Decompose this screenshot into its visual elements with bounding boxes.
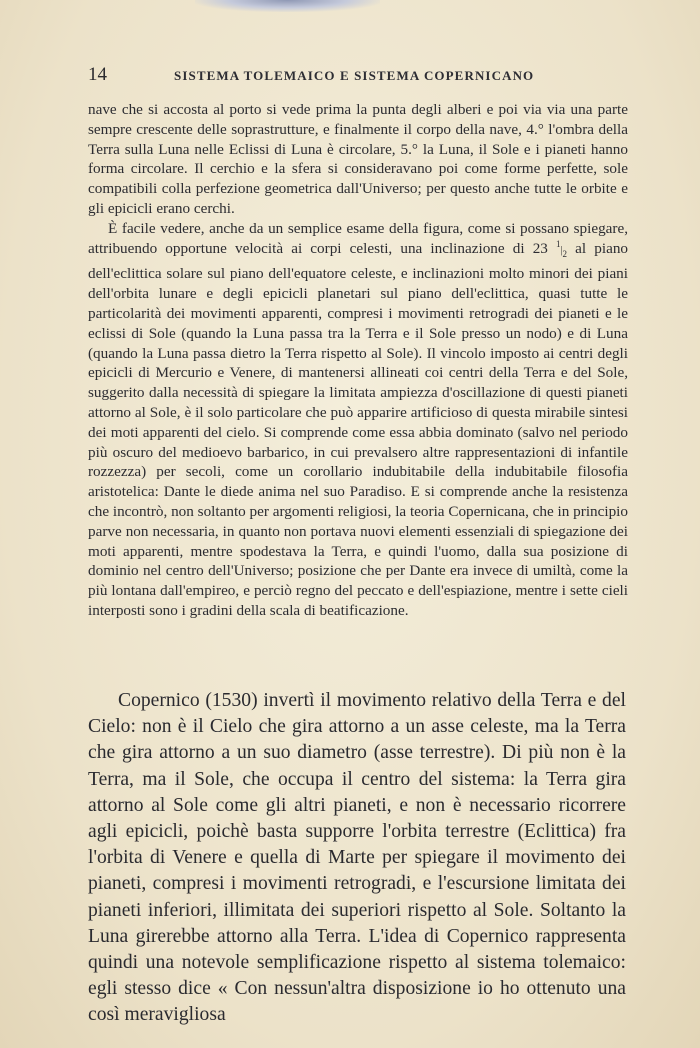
fraction-separator: | bbox=[560, 244, 563, 256]
small-paragraph-2-start: È facile vedere, anche da un semplice esame della figura, come si possano spiegare, attribuendo opportune velocità ai corpi celesti, una inclinazione di 23 bbox=[88, 219, 628, 257]
running-head: SISTEMA TOLEMAICO E SISTEMA COPERNICANO bbox=[174, 68, 535, 83]
fraction-numerator: 1 bbox=[556, 238, 561, 249]
page-header bbox=[88, 60, 628, 84]
small-print-section bbox=[88, 100, 628, 621]
small-paragraph-2 bbox=[88, 219, 628, 621]
large-paragraph-1: Copernico (1530) invertì il movimento relativo della Terra e del Cielo: non è il Cielo che gira attorno a un asse celeste, ma la Terra che gira attorno a un suo diametro (asse terrestre). Di più non è la Terra, ma il Sole, che occupa il centro del sistema: la Terra gira attorno al Sole come gli altri pianeti, e non è necessario ricorrere agli epicicli, poichè basta supporre l'orbita terrestre (Eclittica) fra l'orbita di Venere e quella di Marte per spiegare il movimento dei pianeti, compresi i movimenti retrogradi, e l'escursione limitata dei pianeti inferiori, illimitata dei superiori rispetto al Sole. Soltanto la Luna girerebbe attorno alla Terra. L'idea di Copernico rappresenta quindi una notevole semplificazione rispetto al sistema tolemaico: egli stesso dice « Con nessun'altra disposizione io ho ottenuto una così meravigliosa bbox=[88, 690, 626, 1026]
page-edge-mark bbox=[195, 0, 380, 12]
page-number: 14 bbox=[88, 64, 107, 85]
fraction-denominator: 2 bbox=[562, 248, 568, 259]
small-paragraph-1: nave che si accosta al porto si vede prima la punta degli alberi e poi via via una parte sempre crescente delle soprastrutture, e finalmente il corpo della nave, 4.° l'ombra della Terra sulla Luna nelle Eclissi di Luna è circolare, 5.° la Luna, il Sole e i pianeti hanno forma circolare. Il cerchio e la sfera si consideravano poi come forme perfette, sole compatibili colla perfezione geometrica dall'Universo; per questo anche tutte le orbite e gli epicicli erano cerchi. bbox=[88, 101, 628, 217]
large-print-section bbox=[88, 688, 626, 1029]
small-paragraph-2-rest: al piano dell'eclittica solare sul piano dell'equatore celeste, e inclinazioni molto minori dei piani dell'orbita lunare e degli epicicli planetari sul piano dell'eclittica, quasi tutte le particolarità dei movimenti apparenti, compresi i movimenti retrogradi dei pianeti e le eclissi di Sole (quando la Luna passa tra la Terra e il Sole presso un nodo) e di Luna (quando la Luna passa dietro la Terra rispetto al Sole). Il vincolo imposto ai centri degli epicicli di Mercurio e Venere, di mantenersi allineati coi centri della Terra e del Sole, suggerito dalla necessità di spiegare la limitata ampiezza d'oscillazione di questi pianeti attorno al Sole, è il solo particolare che può apparire artificioso di questa mirabile sintesi dei moti apparenti del cielo. Si comprende come essa abbia dominato (salvo nel periodo più oscuro del medioevo barbarico, in cui prevalsero altre rappresentazioni di infantile rozzezza) per secoli, come un corollario indubitabile della indubitabile filosofia aristotelica: Dante le diede anima nel suo Paradiso. E si comprende anche la resistenza che incontrò, non soltanto per argomenti religiosi, la teoria Copernicana, che in principio parve non necessaria, in quanto non portava nuovi elementi essenziali di spiegazione dei moti apparenti, mentre spodestava la Terra, e quindi l'uomo, dalla sua posizione di dominio nel centro dell'Universo; posizione che per Dante era invece di umiltà, come la più lontana dall'empireo, e perciò regno del peccato e dell'espiazione, mentre i sette cieli interposti sono i gradini della scala di beatificazione. bbox=[88, 239, 629, 619]
